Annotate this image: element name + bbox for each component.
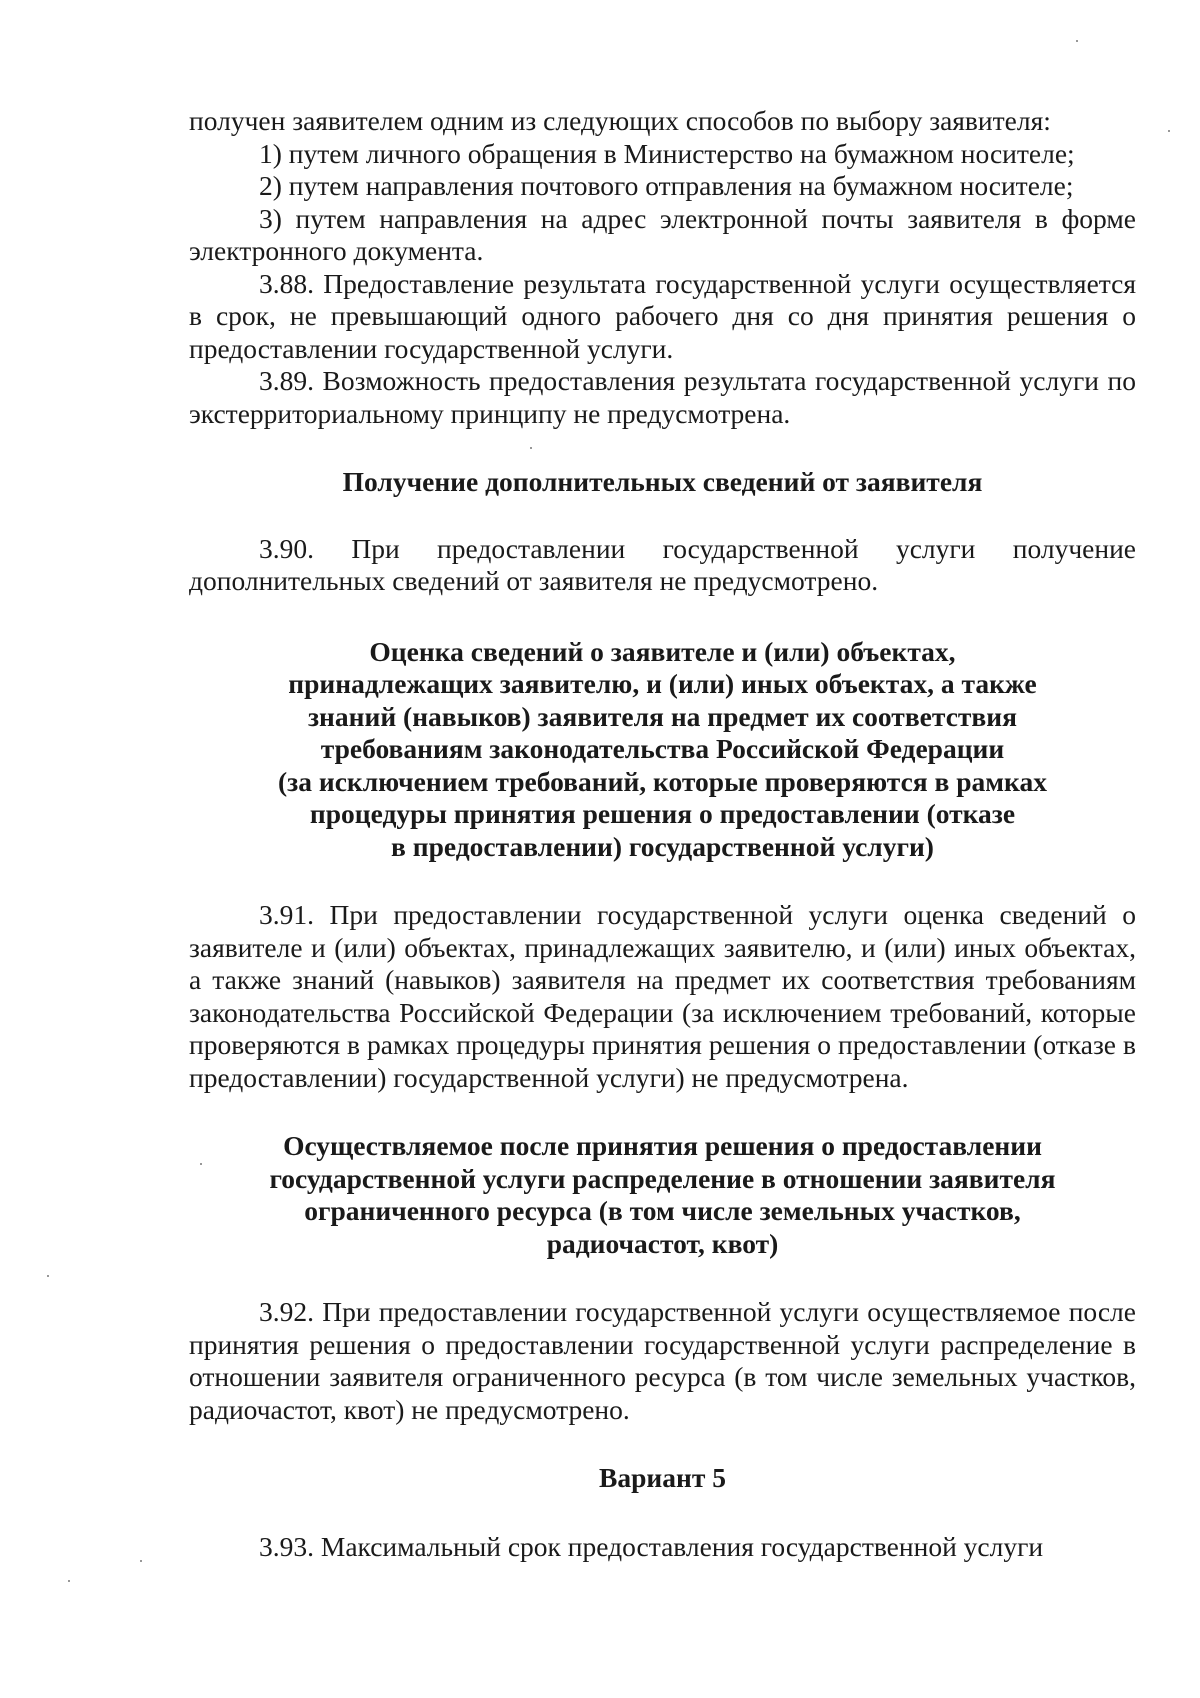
paragraph-3-91: 3.91. При предоставлении государственной услуги оценка сведений о заявителе и (или) объектах, принадлежащих заявителю, и (или) иных объектах, а также знаний (навыков) заявителя на предмет их соответствия требованиям законодательства Российской Федерации (за исключением требований, которые проверяются в рамках процедуры принятия решения о предоставлении (отказе в предоставлении) государственной услуги) не предусмотрена. bbox=[189, 899, 1136, 1093]
scan-speck bbox=[530, 447, 532, 449]
heading-line: принадлежащих заявителю, и (или) иных объектах, а также bbox=[288, 668, 1037, 699]
scan-speck bbox=[1076, 40, 1078, 42]
scan-speck bbox=[1168, 130, 1170, 132]
heading-line: радиочастот, квот) bbox=[546, 1227, 779, 1259]
paragraph-3-90: 3.90. При предоставлении государственной услуги получение дополнительных сведений от заявителя не предусмотрено. bbox=[189, 532, 1136, 596]
section-heading-resource-distribution bbox=[189, 1130, 1136, 1260]
heading-line: требованиям законодательства Российской Федерации bbox=[320, 733, 1005, 764]
heading-line: (за исключением требований, которые проверяются в рамках bbox=[278, 765, 1047, 797]
scan-speck bbox=[47, 1275, 49, 1277]
heading-line: ограниченного ресурса (в том числе земельных участков, bbox=[304, 1195, 1021, 1226]
scan-speck bbox=[68, 1580, 70, 1582]
heading-line: государственной услуги распределение в отношении заявителя bbox=[269, 1162, 1056, 1194]
paragraph-3-88: 3.88. Предоставление результата государственной услуги осуществляется в срок, не превышающий одного рабочего дня со дня принятия решения о предоставлении государственной услуги. bbox=[189, 267, 1136, 364]
heading-line: знаний (навыков) заявителя на предмет их соответствия bbox=[307, 700, 1018, 732]
intro-line: получен заявителем одним из следующих способов по выбору заявителя: bbox=[189, 105, 1051, 136]
paragraph-3-92: 3.92. При предоставлении государственной услуги осуществляемое после принятия решения о предоставлении государственной услуги распределение в отношении заявителя ограниченного ресурса (в том числе земельных участков, радиочастот, квот) не предусмотрено. bbox=[189, 1296, 1136, 1425]
heading-line: Осуществляемое после принятия решения о предоставлении bbox=[283, 1130, 1042, 1161]
scan-speck bbox=[200, 1163, 202, 1165]
section-heading-assessment bbox=[189, 636, 1136, 864]
section-heading-variant-5: Вариант 5 bbox=[599, 1462, 726, 1493]
paragraph-3-89: 3.89. Возможность предоставления результата государственной услуги по экстерриториальному принципу не предусмотрена. bbox=[189, 365, 1136, 429]
delivery-option: 2) путем направления почтового отправления на бумажном носителе; bbox=[259, 170, 1074, 201]
paragraph-3-93: 3.93. Максимальный срок предоставления государственной услуги bbox=[259, 1530, 1044, 1562]
scan-speck bbox=[140, 1560, 142, 1562]
delivery-option: 1) путем личного обращения в Министерство на бумажном носителе; bbox=[259, 137, 1075, 169]
document-body bbox=[189, 105, 1136, 1563]
delivery-option: 3) путем направления на адрес электронной почты заявителя в форме электронного документа. bbox=[189, 202, 1136, 266]
heading-line: процедуры принятия решения о предоставлении (отказе bbox=[309, 798, 1016, 829]
section-heading-additional-info: Получение дополнительных сведений от заявителя bbox=[342, 466, 983, 497]
heading-line: Оценка сведений о заявителе и (или) объектах, bbox=[369, 635, 956, 667]
heading-line: в предоставлении) государственной услуги) bbox=[391, 830, 934, 862]
